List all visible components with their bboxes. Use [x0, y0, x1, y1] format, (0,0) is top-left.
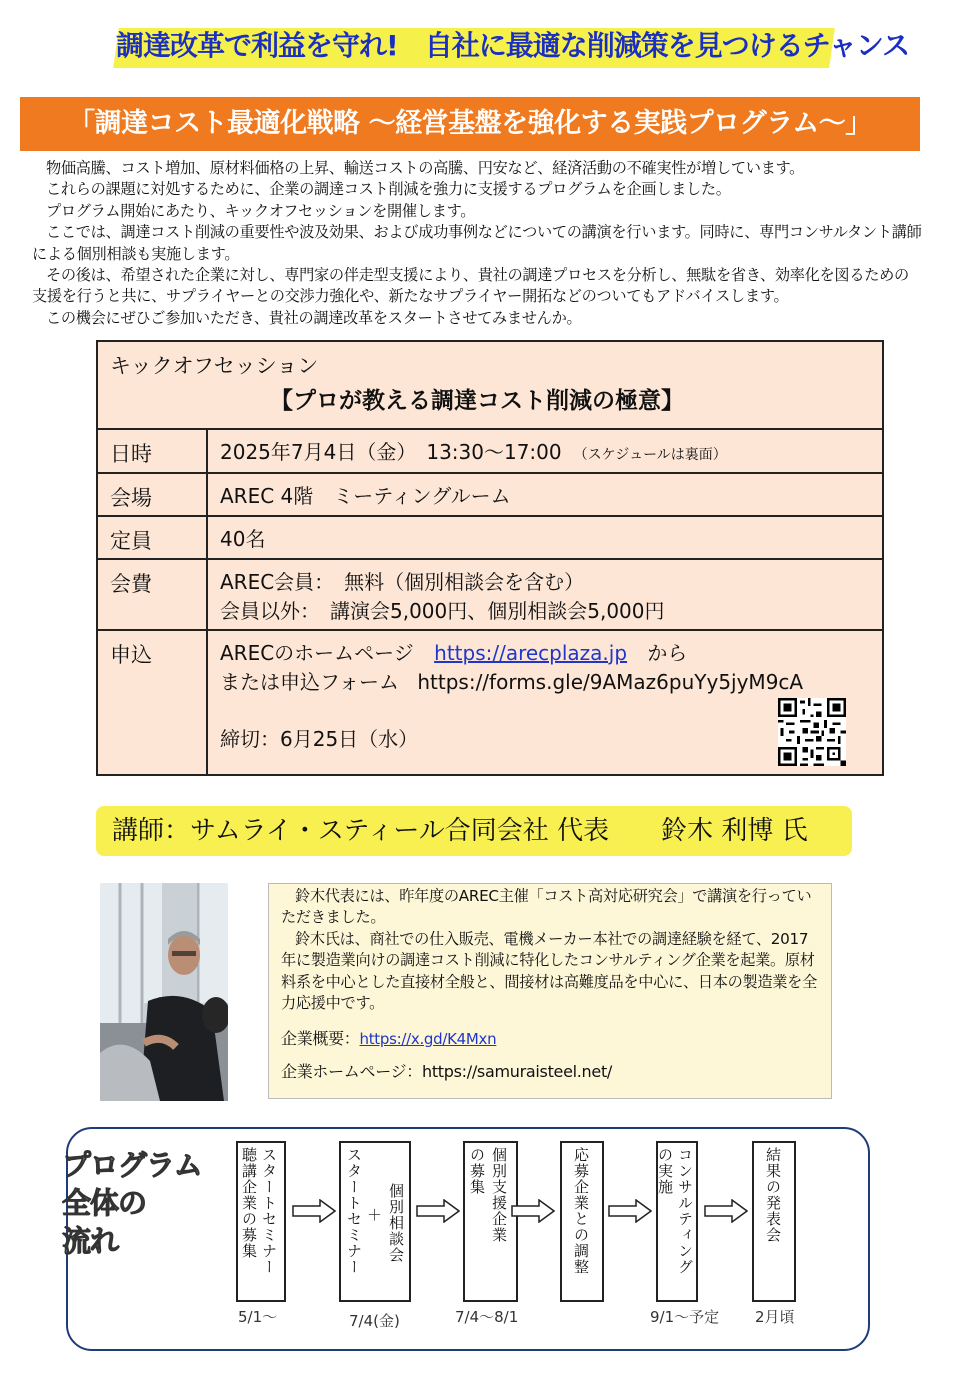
intro-paragraph: これらの課題に対処するために、企業の調達コスト削減を強力に支援するプログラムを企画しました。 [46, 180, 731, 199]
date-text: 2025年7月4日（金） 13:30～17:00 [220, 440, 562, 464]
flow-step [656, 1141, 698, 1302]
step-date: 7/4～8/1 [455, 1308, 519, 1326]
step-line: 結果の発表会 [764, 1147, 782, 1243]
apply-label: 申込 [98, 631, 208, 774]
profile-paragraph: 鈴木氏は、商社での仕入販売、電機メーカー本社での調達経験を経て、2017年に製造業向けの調達コスト削減に特化したコンサルティング企業を起業。原材料系を中心とした直接材全般と、間接材は高難度品を中心に、日本の製造業を全力応援中です。 [281, 929, 817, 1013]
step-date: 9/1～予定 [650, 1308, 720, 1326]
flow-step [560, 1141, 604, 1302]
company-overview [281, 1028, 821, 1050]
lecturer-profile [268, 883, 832, 1099]
flow-step [236, 1141, 286, 1302]
lecturer-name: 講師：サムライ・スティール合同会社 代表 鈴木 利博 氏 [112, 816, 808, 846]
step-date: 5/1～ [238, 1308, 278, 1326]
flow-title-line: プログラム [62, 1148, 202, 1182]
step-line: スタートセミナー [345, 1147, 363, 1275]
session-info-table [96, 340, 884, 776]
session-title: キックオフセッション [110, 354, 319, 378]
date-label: 日時 [98, 430, 208, 472]
venue-label: 会場 [98, 474, 208, 515]
step-date: 2月頃 [755, 1308, 795, 1326]
schedule-note: （スケジュールは裏面） [573, 447, 727, 463]
step-line: 個別相談会 [387, 1183, 405, 1263]
apply-form-prefix: または申込フォーム [220, 670, 399, 694]
arrow-right-icon [704, 1199, 748, 1223]
homepage-label: 企業ホームページ： [281, 1061, 422, 1081]
step-line: の実施 [656, 1147, 674, 1195]
headline-text: 調達改革で利益を守れ! 自社に最適な削減策を見つけるチャンス [116, 29, 910, 62]
arrow-right-icon [608, 1199, 652, 1223]
flow-title-line: 流れ [62, 1224, 119, 1258]
session-title-row [98, 342, 882, 430]
apply-hp-suffix: から [647, 641, 688, 665]
title-banner: 「調達コスト最適化戦略 ～経営基盤を強化する実践プログラム～」 [20, 97, 920, 151]
deadline: 締切：6月25日（水） [220, 727, 419, 751]
step-line: コンサルティング [676, 1147, 694, 1275]
step-line: 個別支援企業 [490, 1147, 508, 1243]
fee-row [98, 560, 882, 631]
capacity-label: 定員 [98, 517, 208, 558]
company-homepage [281, 1061, 821, 1082]
step-line: の募集 [468, 1147, 486, 1195]
company-overview-link[interactable]: https://x.gd/K4Mxn [359, 1030, 497, 1049]
arec-homepage-link[interactable]: https://arecplaza.jp [434, 641, 628, 665]
capacity-value: 40名 [220, 527, 266, 551]
arrow-right-icon [416, 1199, 460, 1223]
session-subtitle: 【プロが教える調達コスト削減の極意】 [270, 388, 684, 414]
company-homepage-url[interactable]: https://samuraisteel.net/ [421, 1061, 613, 1081]
date-row [98, 430, 882, 474]
flow-step [752, 1141, 796, 1302]
profile-paragraph: 鈴木代表には、昨年度のAREC主催「コスト高対応研究会」で講演を行っていただきました。 [281, 887, 812, 927]
flow-step [463, 1141, 518, 1302]
fee-label: 会費 [98, 560, 208, 629]
fee-member: AREC会員： 無料（個別相談会を含む） [220, 570, 585, 594]
intro-paragraph: 物価高騰、コスト増加、原材料価格の上昇、輸送コストの高騰、円安など、経済活動の不確実性が増しています。 [46, 159, 805, 177]
flow-title [62, 1146, 212, 1260]
arrow-right-icon [292, 1199, 336, 1223]
intro-paragraph: この機会にぜひご参加いただき、貴社の調達改革をスタートさせてみませんか。 [46, 308, 582, 327]
intro-text [32, 158, 922, 329]
venue-value: AREC 4階 ミーティングルーム [220, 484, 511, 508]
flow-title-line: 全体の [62, 1186, 147, 1220]
step-line: ＋ [365, 1207, 383, 1223]
apply-form-url[interactable]: https://forms.gle/9AMaz6puYy5jyM9cA [417, 670, 804, 694]
intro-paragraph: その後は、希望された企業に対し、専門家の伴走型支援により、貴社の調達プロセスを分析し、無駄を省き、効率化を図るための支援を行うと共に、サプライヤーとの交渉力強化や、新たなサプライヤー開拓などのついてもアドバイスします。 [32, 266, 909, 306]
step-date: 7/4(金) [349, 1312, 400, 1330]
intro-paragraph: プログラム開始にあたり、キックオフセッションを開催します。 [46, 201, 476, 220]
apply-row [98, 631, 882, 774]
fee-nonmember: 会員以外： 講演会5,000円、個別相談会5,000円 [220, 599, 665, 623]
headline [110, 22, 910, 74]
step-line: 聴講企業の募集 [240, 1147, 258, 1259]
capacity-row [98, 517, 882, 560]
intro-paragraph: ここでは、調達コスト削減の重要性や波及効果、および成功事例などについての講演を行います。同時に、専門コンサルタント講師による個別相談も実施します。 [32, 223, 922, 263]
apply-hp-line [220, 639, 874, 668]
fee-value [220, 568, 874, 626]
date-value [220, 438, 874, 470]
flow-step [339, 1141, 411, 1302]
qr-code[interactable] [778, 698, 846, 766]
apply-hp-prefix: ARECのホームページ [220, 641, 414, 665]
lecturer-bar [96, 806, 852, 856]
step-line: スタートセミナー [260, 1147, 278, 1275]
arrow-right-icon [511, 1199, 555, 1223]
step-line: 応募企業との調整 [572, 1147, 590, 1275]
venue-row [98, 474, 882, 517]
lecturer-photo [100, 883, 228, 1101]
apply-value [220, 639, 874, 754]
apply-form-line [220, 668, 874, 697]
overview-label: 企業概要： [281, 1029, 360, 1049]
